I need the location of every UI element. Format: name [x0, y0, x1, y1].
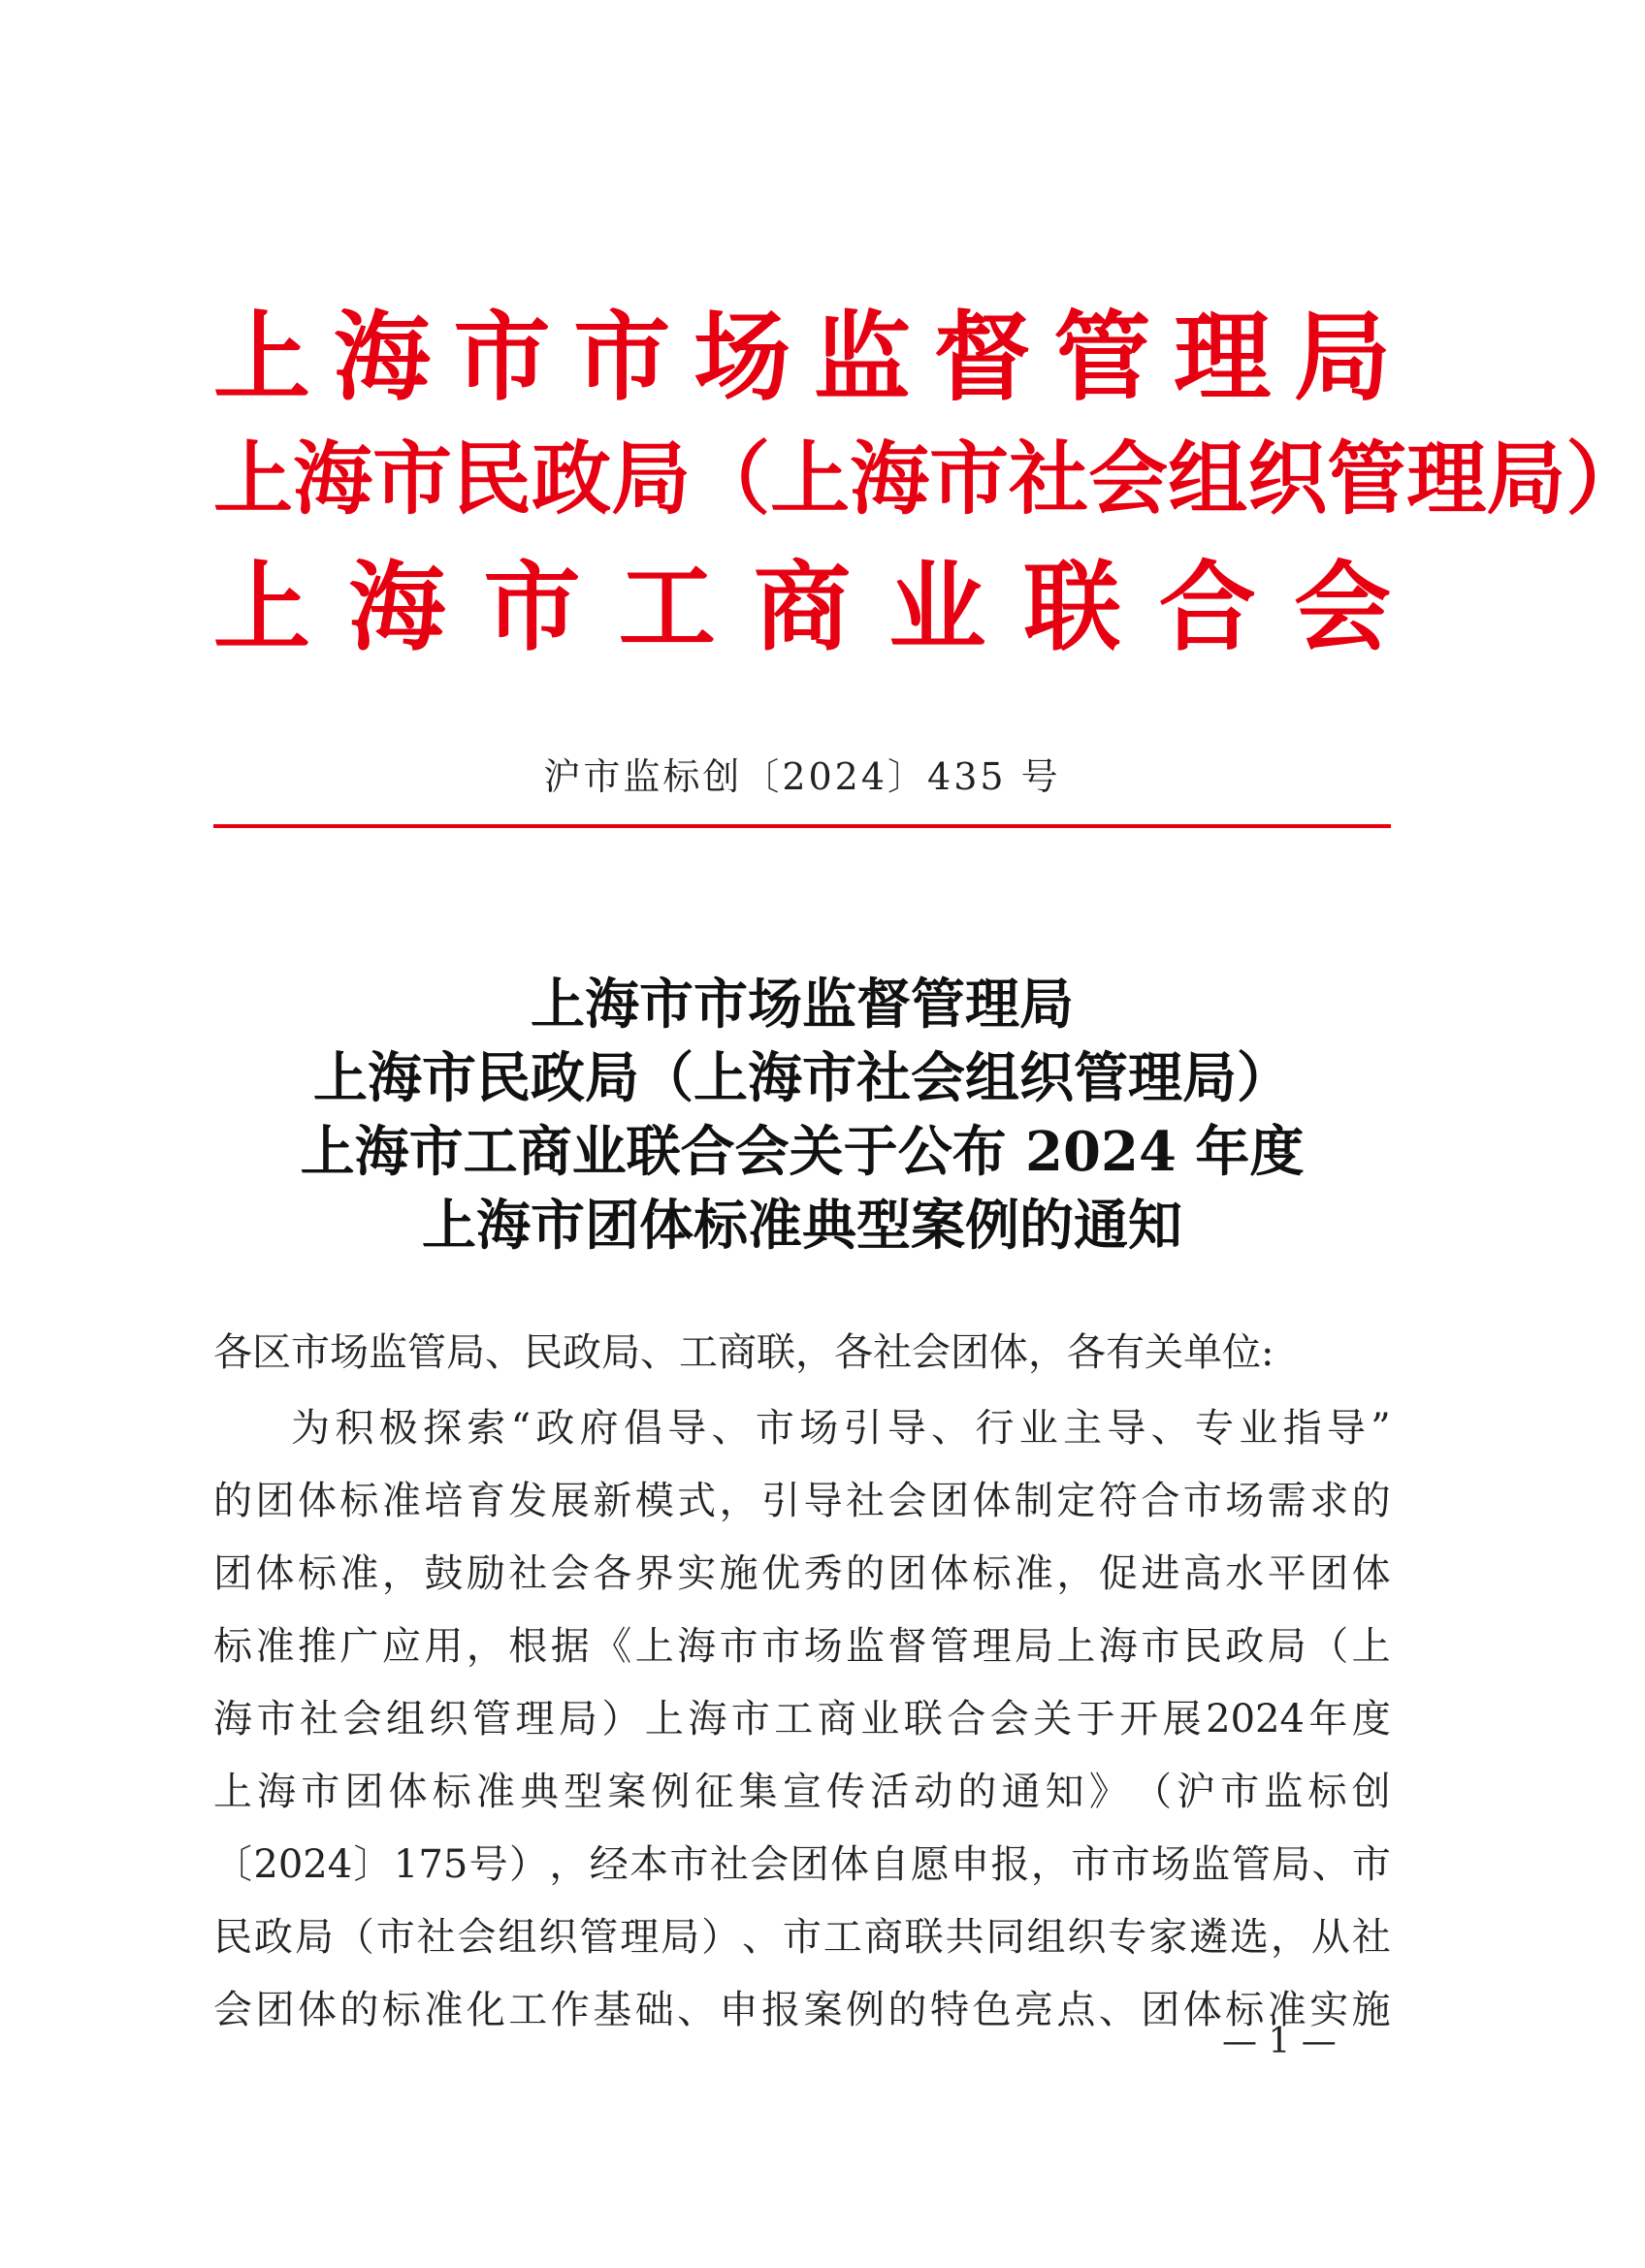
body-line-8: 民 政 局 （ 市 社 会 组 织 管 理 局 ） 、 市 工 商 联 共 同 组 织 专 家 遴 选 ， 从 社 — [213, 1915, 1391, 1960]
document-title-line-3: 上海市工商业联合会关于公布 2024 年度 — [300, 1120, 1305, 1184]
body-line-7: 〔 2024 〕 175 号 ） ， 经 本 市 社 会 团 体 自 愿 申 报 ， 市 市 场 监 管 局 、 市 — [213, 1842, 1391, 1887]
red-divider-line — [213, 824, 1391, 828]
document-number: 沪市监标创〔2024〕435 号 — [543, 755, 1061, 798]
body-line-3: 团 体 标 准 ， 鼓 励 社 会 各 界 实 施 优 秀 的 团 体 标 准 ， 促 进 高 水 平 团 体 — [213, 1551, 1391, 1596]
body-line-1: 为 积 极 探 索 “ 政 府 倡 导 、 市 场 引 导 、 行 业 主 导 、 专 业 指 导 ” — [291, 1406, 1391, 1451]
body-line-9: 会 团 体 的 标 准 化 工 作 基 础 、 申 报 案 例 的 特 色 亮 点 、 团 体 标 准 实 施 — [213, 1988, 1391, 2032]
document-title-line-4: 上海市团体标准典型案例的通知 — [422, 1194, 1182, 1258]
body-line-5: 海 市 社 会 组 织 管 理 局 ） 上 海 市 工 商 业 联 合 会 关 于 开 展 2024 年 度 — [213, 1697, 1391, 1741]
issuer-name-civil-affairs: 上 海 市 民 政 局 （ 上 海 市 社 会 组 织 管 理 局 ） — [213, 431, 1645, 526]
body-line-2: 的 团 体 标 准 培 育 发 展 新 模 式 ， 引 导 社 会 团 体 制 定 符 合 市 场 需 求 的 — [213, 1479, 1391, 1523]
body-line-6: 上 海 市 团 体 标 准 典 型 案 例 征 集 宣 传 活 动 的 通 知 》 （ 沪 市 监 标 创 — [213, 1770, 1391, 1814]
salutation: 各区市场监管局、民政局、工商联，各社会团体，各有关单位: — [213, 1330, 1274, 1375]
issuer-name-federation: 上 海 市 工 商 业 联 合 会 — [213, 550, 1391, 664]
document-title-line-1: 上海市市场监督管理局 — [531, 973, 1074, 1037]
document-title-line-2: 上海市民政局（上海市社会组织管理局） — [313, 1046, 1291, 1110]
body-line-4: 标 准 推 广 应 用 ， 根 据 《 上 海 市 市 场 监 督 管 理 局 上 海 市 民 政 局 （ 上 — [213, 1624, 1391, 1669]
issuer-name-market-regulation: 上 海 市 市 场 监 督 管 理 局 — [213, 300, 1391, 414]
page-number: — 1 — — [1222, 2022, 1337, 2061]
